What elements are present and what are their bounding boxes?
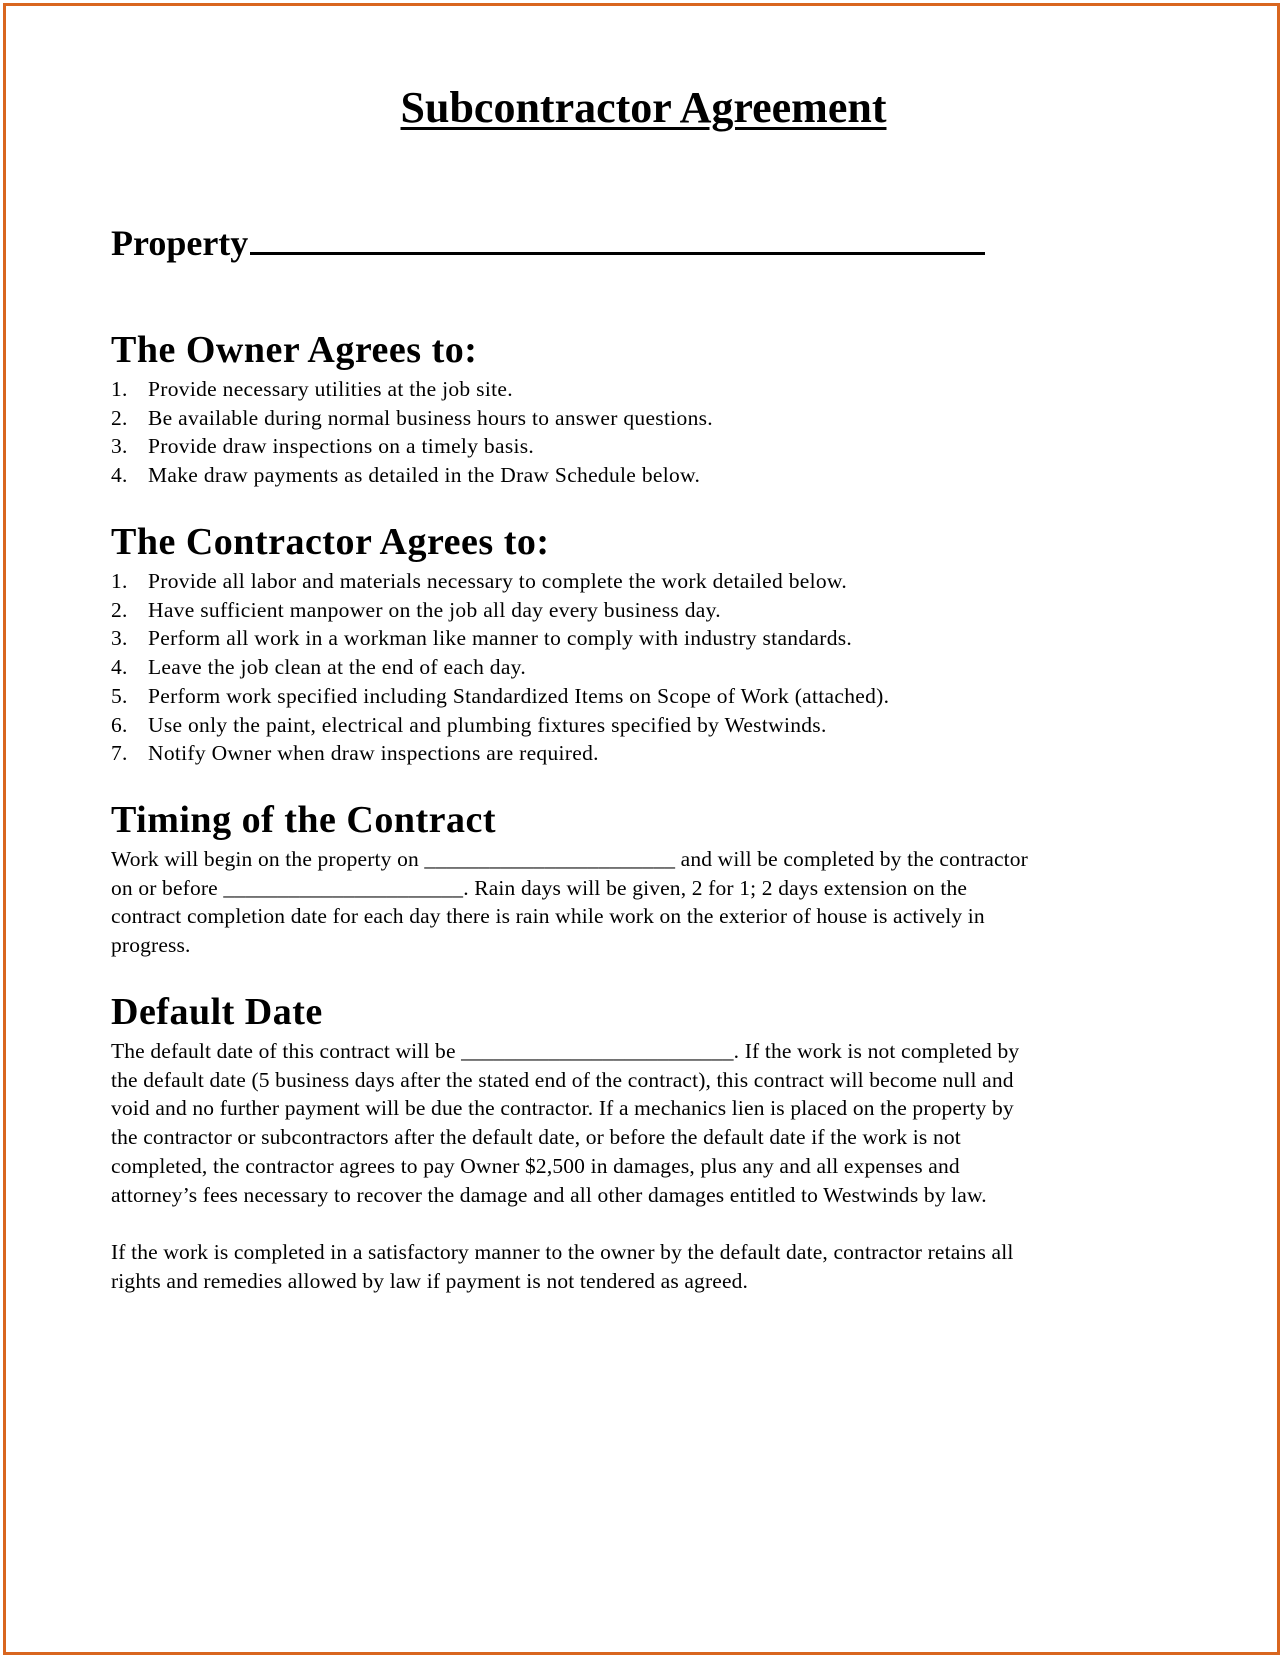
list-item-text: Be available during normal business hours to answer questions.: [148, 405, 713, 430]
contractor-obligations-list: [111, 567, 1191, 768]
list-item: [111, 739, 1191, 768]
paragraph-line: If the work is completed in a satisfactory manner to the owner by the default date, contractor retains all: [111, 1239, 1014, 1264]
paragraph-line: Work will begin on the property on _______________________ and will be completed by the contractor: [111, 847, 1028, 871]
list-item: [111, 432, 1191, 461]
rights-paragraph: [111, 1238, 1191, 1295]
list-item-number: 3.: [111, 626, 128, 651]
property-blank-line[interactable]: [250, 222, 985, 255]
list-item-text: Provide necessary utilities at the job site.: [148, 377, 513, 401]
list-item-number: 1.: [111, 377, 128, 401]
list-item: [111, 404, 1191, 433]
contractor-agreement-section: [111, 517, 1191, 768]
paragraph-line: on or before ______________________. Rain days will be given, 2 for 1; 2 days extension on the: [111, 875, 968, 900]
list-item-number: 2.: [111, 405, 128, 430]
list-item-number: 6.: [111, 712, 128, 737]
section-heading-default-date: Default Date: [111, 991, 323, 1033]
list-item: [111, 682, 1191, 711]
list-item: [111, 711, 1191, 740]
list-item-number: 7.: [111, 741, 128, 766]
list-item: [111, 624, 1191, 653]
paragraph-line: void and no further payment will be due the contractor. If a mechanics lien is placed on the property by: [111, 1096, 1014, 1121]
default-date-section: [111, 987, 1191, 1295]
document-title: Subcontractor Agreement: [400, 83, 887, 132]
list-item-text: Provide draw inspections on a timely basis.: [148, 434, 535, 459]
list-item-number: 4.: [111, 655, 128, 680]
section-heading-contractor: The Contractor Agrees to:: [111, 521, 550, 563]
list-item-text: Make draw payments as detailed in the Draw Schedule below.: [148, 463, 701, 488]
owner-agreement-section: [111, 325, 1191, 490]
paragraph-line: The default date of this contract will be _________________________. If the work is not completed by: [111, 1039, 1020, 1063]
paragraph-line: rights and remedies allowed by law if payment is not tendered as agreed.: [111, 1268, 749, 1293]
paragraph-line: attorney’s fees necessary to recover the damage and all other damages entitled to Westwinds by law.: [111, 1182, 987, 1207]
paragraph-line: progress.: [111, 933, 191, 958]
paragraph-line: the default date (5 business days after the stated end of the contract), this contract will become null and: [111, 1067, 1014, 1092]
list-item-text: Leave the job clean at the end of each day.: [148, 655, 527, 680]
list-item-text: Use only the paint, electrical and plumbing fixtures specified by Westwinds.: [148, 712, 827, 737]
property-field: [111, 219, 985, 267]
list-item-text: Notify Owner when draw inspections are required.: [148, 741, 599, 766]
paragraph-line: the contractor or subcontractors after the default date, or before the default date if the work is not: [111, 1125, 961, 1150]
timing-paragraph: [111, 845, 1191, 960]
section-heading-owner: The Owner Agrees to:: [111, 329, 478, 371]
list-item-number: 5.: [111, 683, 128, 708]
list-item: [111, 461, 1191, 490]
default-date-paragraph: [111, 1037, 1191, 1209]
list-item: [111, 653, 1191, 682]
list-item-number: 4.: [111, 463, 128, 488]
owner-obligations-list: [111, 375, 1191, 490]
list-item-number: 3.: [111, 434, 128, 459]
paragraph-line: completed, the contractor agrees to pay Owner $2,500 in damages, plus any and all expenses and: [111, 1153, 960, 1178]
paragraph-line: contract completion date for each day there is rain while work on the exterior of house is actively in: [111, 904, 985, 929]
list-item: [111, 375, 1191, 404]
list-item: [111, 596, 1191, 625]
paragraph-spacer: [111, 1209, 1191, 1238]
section-heading-timing: Timing of the Contract: [111, 799, 496, 841]
list-item-text: Have sufficient manpower on the job all day every business day.: [148, 597, 721, 622]
list-item-text: Perform work specified including Standardized Items on Scope of Work (attached).: [148, 683, 890, 708]
list-item-number: 2.: [111, 597, 128, 622]
timing-section: [111, 795, 1191, 960]
list-item-number: 1.: [111, 569, 128, 593]
list-item-text: Perform all work in a workman like manner to comply with industry standards.: [148, 626, 853, 651]
list-item-text: Provide all labor and materials necessary to complete the work detailed below.: [148, 569, 848, 593]
property-label: Property: [111, 223, 249, 263]
list-item: [111, 567, 1191, 596]
